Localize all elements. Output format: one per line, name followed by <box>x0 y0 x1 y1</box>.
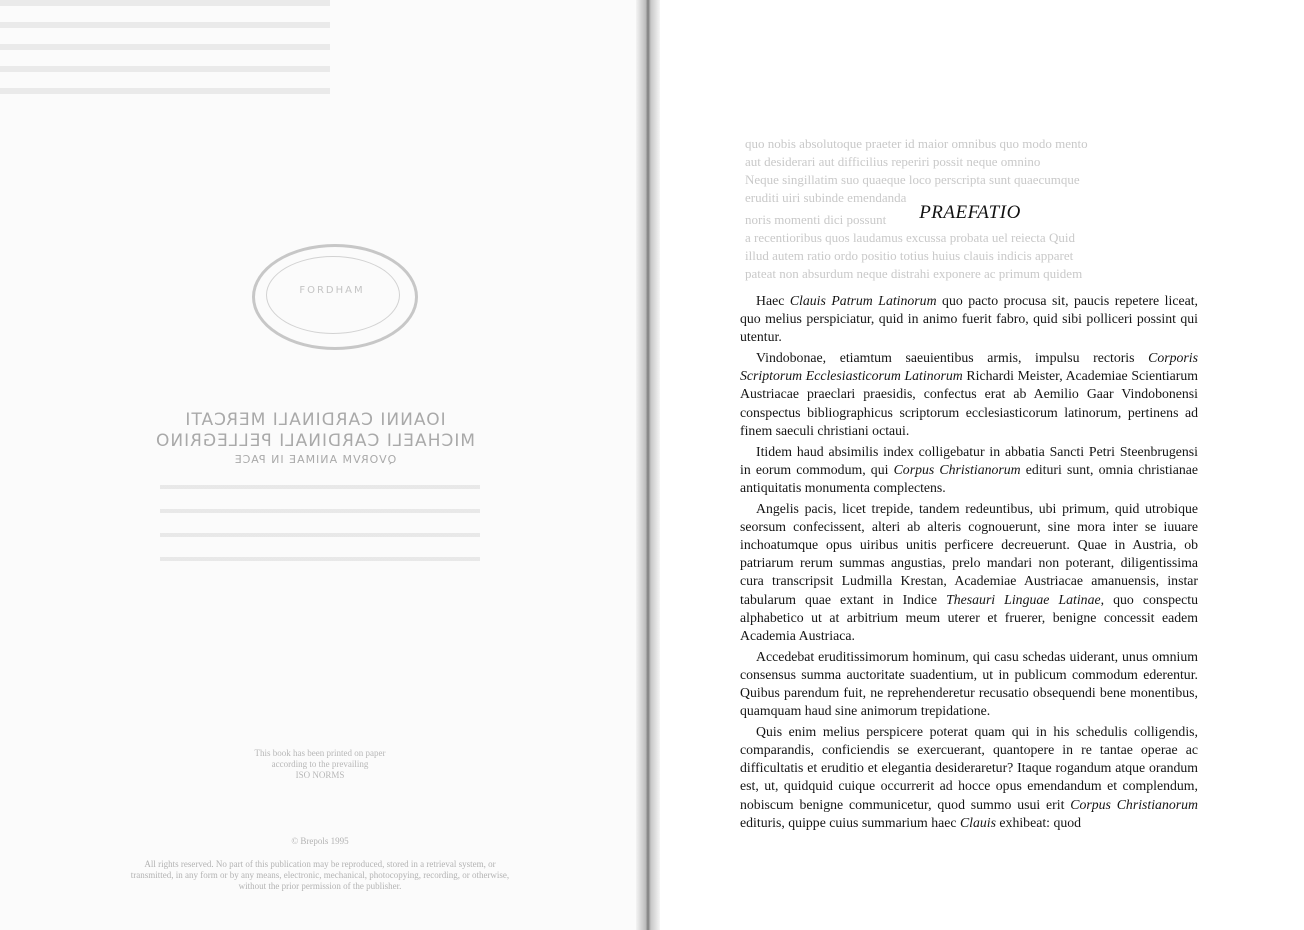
italic-title: Clauis Patrum Latinorum <box>789 293 937 308</box>
colophon-line-2: according to the prevailing <box>271 759 369 769</box>
bleed-through-line: quo nobis absolutoque praeter id maior omnibus quo modo mento <box>745 136 1088 151</box>
dedication-line-3: QVORVM ANIMAE IN PACE <box>233 453 397 466</box>
bleed-through-line: aut desiderari aut difficilius reperiri possit neque omnino <box>745 154 1041 169</box>
show-through-lines <box>160 485 480 565</box>
bleed-through-line: illud autem ratio ordo positio totius huius clauis indicis apparet <box>745 248 1074 263</box>
preface-body <box>740 292 1198 835</box>
text-run: Haec <box>756 293 790 308</box>
italic-title: Corporis Scriptorum Ecclesiasticorum Latinorum <box>740 350 1198 384</box>
page-heading: PRAEFATIO <box>919 202 1021 223</box>
text-run: quo pacto procusa sit, paucis repetere liceat, quo melius perspiciatur, quid in animo fuerit fabro, quid sibi polliceri possint qui utentur. <box>740 293 1198 345</box>
copyright-block <box>130 836 510 892</box>
colophon-line-3: ISO NORMS <box>295 770 345 780</box>
text-run: Accedebat eruditissimorum hominum, qui casu schedas uiderant, unus omnium consensus summa auctoritate suadentium, ut in publicum commodum ederentur. Quibus parendum fuit, ne reprehenderetur recusatio obsequendi bene monentibus, quamquam haud sine animorum trepidatione. <box>740 648 1198 719</box>
text-run: Quis enim melius perspicere poterat quam qui in his schedulis colligendis, comparandis, conficiendis se exercuerant, quantopere in re tantae operae ac difficultatis et eruditio et elegantia desideraretur? Itaque rogandum atque orandum est, ut, quidquid cuique occurrerit ad hocce opus emendandum et complendum, nobiscum benigne communicetur, quod summo usui erit <box>740 724 1198 812</box>
copyright-line: © Brepols 1995 <box>291 836 349 846</box>
bleed-through-line: eruditi uiri subinde emendanda <box>745 190 907 205</box>
dedication <box>150 410 480 468</box>
italic-title: Thesauri Linguae Latinae <box>946 591 1101 607</box>
text-run: Richardi Meister, Academiae Scientiarum Austriacae praeclari praesidis, confectus erat ab Aemilio Gaar Vindobonensi conspectus bibliographicus scriptorum ecclesiasticorum latinorum, pertinens ad finem saeculi christiani octaui. <box>740 368 1198 438</box>
preface-paragraph <box>740 648 1198 720</box>
left-page <box>0 0 648 930</box>
text-run: , quo conspectu alphabetico ut at arbitrium meum uterer et fruerer, benigne concessit eadem Academia Austriaca. <box>740 591 1198 643</box>
preface-paragraph <box>740 443 1198 497</box>
italic-title: Clauis <box>959 814 996 830</box>
italic-title: Corpus Christianorum <box>1070 796 1198 812</box>
text-run: Vindobonae, etiamtum saeuientibus armis, impulsu rectoris <box>756 350 1149 366</box>
text-run: Itidem haud absimilis index colligebatur in abbatia Sancti Petri Steenbrugensi in eorum commodum, qui <box>740 443 1198 477</box>
book-gutter <box>636 0 660 930</box>
colophon <box>180 748 460 793</box>
text-run: Angelis pacis, licet trepide, tandem redeuntibus, ubi primum, quid utrobique seorsum confecissent, alteri ab alteris cognouerunt, sine mora inter se iuuare inchoatumque opus uiribus unitis perficere decreuerunt. Quae in Austria, ob patriarum rerum summas angustias, prelo mandari non poterant, diligentissima cura transcripsit Ludmilla Krestan, Academiae Austriacae amanuensis, instar tabularum quae extant in Indice <box>740 501 1198 607</box>
preface-paragraph <box>740 723 1198 832</box>
preface-paragraph <box>740 292 1198 346</box>
text-run: edituris, quippe cuius summarium haec <box>740 814 960 830</box>
bleed-through-line: Neque singillatim suo quaeque loco perscripta sunt quaecumque <box>745 172 1080 187</box>
library-stamp-text: FORDHAM <box>299 285 365 296</box>
rights-notice: All rights reserved. No part of this publication may be reproduced, stored in a retrieval system, or transmitted, in any form or by any means, electronic, mechanical, photocopying, recording, or otherwise, without the prior permission of the publisher. <box>130 859 510 891</box>
preface-paragraph <box>740 500 1198 645</box>
bleed-through-line: a recentioribus quos laudamus excussa probata uel reiecta Quid <box>745 230 1075 245</box>
dedication-line-1: IOANNI CARDINALI MERCATI <box>184 410 446 430</box>
colophon-line-1: This book has been printed on paper <box>254 748 386 758</box>
dedication-line-2: MICHAELI CARDINALI PELLEGRINO <box>154 431 476 451</box>
preface-paragraph <box>740 349 1198 439</box>
bleed-through-line: pateat non absurdum neque distrahi exponere ac primum quidem <box>745 266 1083 281</box>
show-through-title-block <box>0 0 330 110</box>
italic-title: Corpus Christianorum <box>893 461 1021 477</box>
bleed-through-line: noris momenti dici possunt <box>745 212 887 227</box>
text-run: edituri sunt, omnia christianae antiquitatis monumenta complectens. <box>740 461 1198 495</box>
text-run: exhibeat: quod <box>995 814 1082 830</box>
